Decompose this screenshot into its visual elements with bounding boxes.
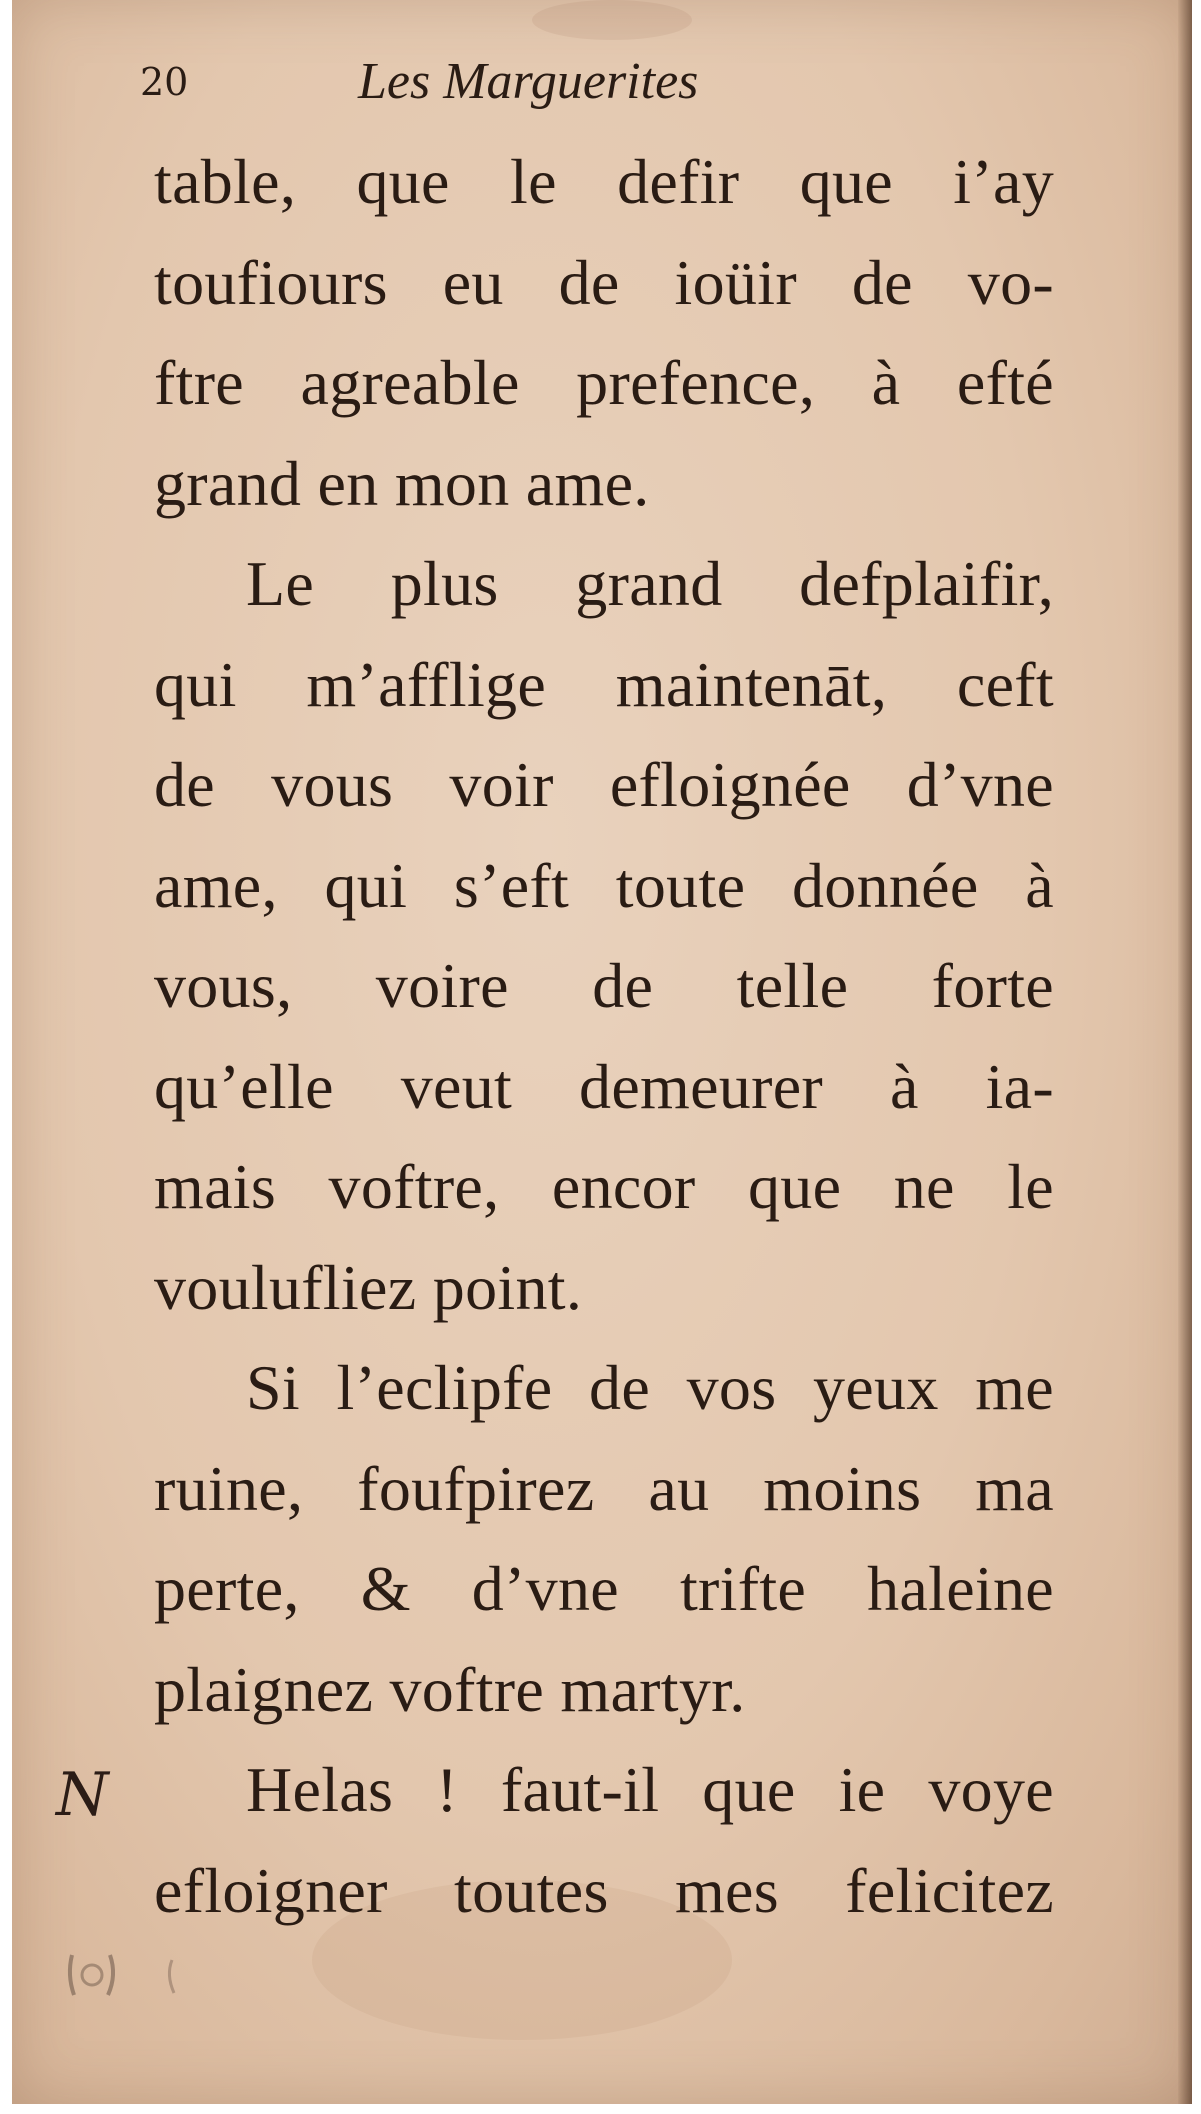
text-line: ruine, foufpirez au moins ma: [154, 1452, 1054, 1524]
text-line: grand en mon ame.: [154, 447, 650, 519]
body-text: [154, 132, 1054, 1941]
text-line: Helas ! faut-il que ie voye: [246, 1754, 1054, 1825]
text-line: efloigner toutes mes felicitez: [154, 1854, 1054, 1926]
paper-stain: [532, 0, 692, 40]
text-line: vous, voire de telle forte: [154, 950, 1054, 1021]
text-line: qu’elle veut demeurer à ia-: [154, 1050, 1054, 1122]
handwritten-margin-mark: N: [56, 1760, 109, 1830]
running-title: Les Marguerites: [358, 53, 699, 110]
text-line: table, que le defir que i’ay: [154, 146, 1054, 217]
text-line: voulufliez point.: [154, 1251, 583, 1323]
page-number: 20: [140, 60, 189, 104]
text-line: de vous voir efloignée d’vne: [154, 749, 1054, 820]
text-line: ftre agreable prefence, à efté: [154, 347, 1054, 418]
text-line: mais voftre, encor que ne le: [154, 1151, 1054, 1222]
text-line: Le plus grand defplaifir,: [246, 548, 1054, 619]
ink-smudge-icon: [62, 1935, 222, 2015]
text-line: ame, qui s’eft toute donnée à: [154, 849, 1054, 921]
text-line: toufiours eu de ioüir de vo-: [154, 246, 1054, 318]
text-line: qui m’afflige maintenāt, ceft: [154, 648, 1054, 720]
text-line: Si l’eclipfe de vos yeux me: [246, 1352, 1054, 1423]
book-page: [12, 0, 1192, 2104]
text-line: plaignez voftre martyr.: [154, 1653, 746, 1725]
text-line: perte, & d’vne trifte haleine: [154, 1553, 1054, 1624]
